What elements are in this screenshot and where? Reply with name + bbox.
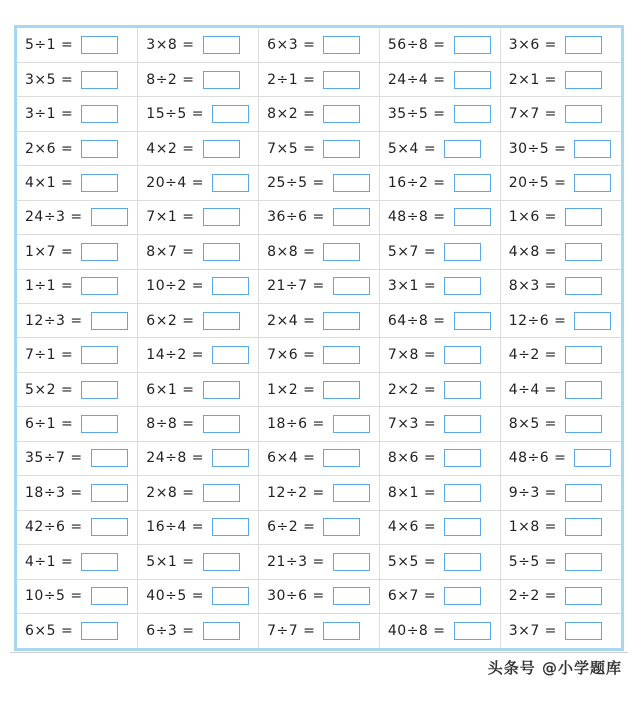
problem-expression: 8÷2 = <box>146 71 195 88</box>
problem-expression: 2÷2 = <box>508 588 557 605</box>
problem-cell <box>379 545 500 579</box>
problem-expression: 1×2 = <box>267 381 316 398</box>
problem-expression: 2×4 = <box>267 312 316 329</box>
problem-row <box>17 545 621 579</box>
answer-box[interactable] <box>333 484 370 502</box>
answer-box[interactable] <box>454 174 491 192</box>
answer-box[interactable] <box>323 312 360 330</box>
answer-box[interactable] <box>212 587 249 605</box>
problem-expression: 3×7 = <box>508 622 557 639</box>
problem-expression: 7÷7 = <box>267 622 316 639</box>
answer-box[interactable] <box>574 140 611 158</box>
problem-expression: 1×8 = <box>508 519 557 536</box>
problem-expression: 6×4 = <box>267 450 316 467</box>
answer-box[interactable] <box>444 415 481 433</box>
problem-cell <box>259 372 380 406</box>
problem-expression: 8÷8 = <box>146 416 195 433</box>
answer-box[interactable] <box>91 587 128 605</box>
answer-box[interactable] <box>323 622 360 640</box>
answer-box[interactable] <box>565 553 602 571</box>
problem-expression: 4÷4 = <box>508 381 557 398</box>
problem-row <box>17 338 621 372</box>
problem-cell <box>379 407 500 441</box>
answer-box[interactable] <box>81 243 118 261</box>
answer-box[interactable] <box>565 71 602 89</box>
problem-expression: 25÷5 = <box>267 174 325 191</box>
problem-expression: 10÷5 = <box>25 588 83 605</box>
problem-expression: 5×1 = <box>146 553 195 570</box>
problem-cell <box>17 545 138 579</box>
problem-cell <box>500 200 621 234</box>
answer-box[interactable] <box>81 105 118 123</box>
answer-box[interactable] <box>81 381 118 399</box>
problem-row <box>17 166 621 200</box>
problem-expression: 15÷5 = <box>146 106 204 123</box>
problem-expression: 4×6 = <box>387 519 437 536</box>
problem-expression: 4×1 = <box>25 174 74 191</box>
problem-cell <box>259 269 380 303</box>
problem-cell <box>379 131 500 165</box>
problem-row <box>17 97 621 131</box>
problem-expression: 8×6 = <box>387 450 437 467</box>
answer-box[interactable] <box>81 174 118 192</box>
problem-cell <box>379 338 500 372</box>
problem-expression: 6×3 = <box>267 36 316 53</box>
problem-row <box>17 28 621 62</box>
answer-box[interactable] <box>444 518 481 536</box>
problem-expression: 24÷8 = <box>146 450 204 467</box>
problem-cell <box>500 97 621 131</box>
answer-box[interactable] <box>333 174 370 192</box>
problem-cell <box>138 441 259 475</box>
answer-box[interactable] <box>91 484 128 502</box>
problem-expression: 5×7 = <box>387 243 437 260</box>
problem-cell <box>379 269 500 303</box>
problem-cell <box>379 28 500 62</box>
answer-box[interactable] <box>444 449 481 467</box>
problem-cell <box>379 200 500 234</box>
problem-expression: 6÷3 = <box>146 622 195 639</box>
answer-box[interactable] <box>333 277 370 295</box>
problem-cell <box>17 131 138 165</box>
problem-expression: 21÷3 = <box>267 553 325 570</box>
problem-cell <box>379 372 500 406</box>
answer-box[interactable] <box>323 381 360 399</box>
problem-cell <box>138 269 259 303</box>
problem-expression: 6×7 = <box>387 588 437 605</box>
problem-cell <box>138 200 259 234</box>
problem-expression: 24÷3 = <box>25 209 83 226</box>
answer-box[interactable] <box>203 243 240 261</box>
answer-box[interactable] <box>565 277 602 295</box>
answer-box[interactable] <box>91 518 128 536</box>
problem-expression: 12÷6 = <box>508 312 567 329</box>
problem-expression: 7×6 = <box>267 347 316 364</box>
problem-cell <box>17 304 138 338</box>
problem-cell <box>379 579 500 613</box>
answer-box[interactable] <box>212 174 249 192</box>
problem-cell <box>500 407 621 441</box>
problem-expression: 3×5 = <box>25 71 74 88</box>
answer-box[interactable] <box>565 622 602 640</box>
problem-cell <box>379 441 500 475</box>
answer-box[interactable] <box>323 346 360 364</box>
problem-cell <box>500 613 621 648</box>
problem-expression: 42÷6 = <box>25 519 83 536</box>
problem-expression: 5×5 = <box>387 553 437 570</box>
problem-expression: 48÷8 = <box>387 209 446 226</box>
answer-box[interactable] <box>323 140 360 158</box>
answer-box[interactable] <box>81 553 118 571</box>
problem-expression: 20÷4 = <box>146 174 204 191</box>
answer-box[interactable] <box>444 243 481 261</box>
problem-cell <box>17 338 138 372</box>
problem-cell <box>500 28 621 62</box>
answer-box[interactable] <box>203 71 240 89</box>
answer-box[interactable] <box>574 312 611 330</box>
problem-cell <box>379 62 500 96</box>
problem-cell <box>17 476 138 510</box>
answer-box[interactable] <box>203 484 240 502</box>
problem-cell <box>17 579 138 613</box>
problem-cell <box>500 441 621 475</box>
answer-box[interactable] <box>333 415 370 433</box>
answer-box[interactable] <box>444 553 481 571</box>
problem-row <box>17 510 621 544</box>
answer-box[interactable] <box>81 140 118 158</box>
problem-row <box>17 476 621 510</box>
problem-cell <box>379 304 500 338</box>
answer-box[interactable] <box>212 346 249 364</box>
answer-box[interactable] <box>565 381 602 399</box>
problem-cell <box>379 510 500 544</box>
answer-box[interactable] <box>454 312 491 330</box>
problem-cell <box>500 235 621 269</box>
problem-cell <box>17 269 138 303</box>
answer-box[interactable] <box>454 622 491 640</box>
problem-row <box>17 200 621 234</box>
problem-expression: 9÷3 = <box>508 484 557 501</box>
problem-expression: 4×8 = <box>508 243 557 260</box>
problem-expression: 6÷1 = <box>25 416 74 433</box>
answer-box[interactable] <box>565 36 602 54</box>
problem-expression: 20÷5 = <box>508 174 567 191</box>
answer-box[interactable] <box>565 484 602 502</box>
problem-expression: 4÷2 = <box>508 347 557 364</box>
answer-box[interactable] <box>444 140 481 158</box>
problem-expression: 40÷8 = <box>387 622 446 639</box>
problem-expression: 2×1 = <box>508 71 557 88</box>
problem-expression: 18÷6 = <box>267 416 325 433</box>
problem-cell <box>17 441 138 475</box>
problem-cell <box>138 407 259 441</box>
problem-cell <box>138 613 259 648</box>
answer-box[interactable] <box>81 415 118 433</box>
problem-expression: 6÷2 = <box>267 519 316 536</box>
problem-expression: 36÷6 = <box>267 209 325 226</box>
problem-cell <box>500 372 621 406</box>
problem-row <box>17 372 621 406</box>
answer-box[interactable] <box>574 174 611 192</box>
problem-expression: 18÷3 = <box>25 484 83 501</box>
answer-box[interactable] <box>565 346 602 364</box>
problem-cell <box>259 407 380 441</box>
problem-expression: 56÷8 = <box>387 36 446 53</box>
answer-box[interactable] <box>565 415 602 433</box>
answer-box[interactable] <box>565 208 602 226</box>
problem-expression: 3×1 = <box>387 278 437 295</box>
problem-cell <box>138 372 259 406</box>
answer-box[interactable] <box>565 518 602 536</box>
problem-cell <box>138 545 259 579</box>
answer-box[interactable] <box>81 36 118 54</box>
source-watermark: 头条号 @小学题库 <box>487 659 622 677</box>
answer-box[interactable] <box>203 415 240 433</box>
problem-cell <box>138 579 259 613</box>
problem-expression: 12÷3 = <box>25 312 83 329</box>
problem-cell <box>138 338 259 372</box>
answer-box[interactable] <box>91 449 128 467</box>
problem-expression: 1×6 = <box>508 209 557 226</box>
problem-expression: 3÷1 = <box>25 106 74 123</box>
problem-cell <box>17 62 138 96</box>
problem-cell <box>259 28 380 62</box>
problem-cell <box>259 545 380 579</box>
answer-box[interactable] <box>212 105 249 123</box>
problem-expression: 5×2 = <box>25 381 74 398</box>
answer-box[interactable] <box>444 484 481 502</box>
answer-box[interactable] <box>323 36 360 54</box>
answer-box[interactable] <box>323 449 360 467</box>
problem-cell <box>259 441 380 475</box>
problem-expression: 4÷1 = <box>25 553 74 570</box>
problem-row <box>17 131 621 165</box>
problem-cell <box>259 200 380 234</box>
problem-cell <box>500 62 621 96</box>
answer-box[interactable] <box>323 105 360 123</box>
problem-expression: 48÷6 = <box>508 450 567 467</box>
answer-box[interactable] <box>81 346 118 364</box>
answer-box[interactable] <box>444 346 481 364</box>
problem-cell <box>259 97 380 131</box>
problem-expression: 7×5 = <box>267 140 316 157</box>
problem-cell <box>500 579 621 613</box>
answer-box[interactable] <box>333 553 370 571</box>
problem-cell <box>500 545 621 579</box>
problem-row <box>17 269 621 303</box>
problem-cell <box>500 166 621 200</box>
problem-expression: 7×3 = <box>387 416 437 433</box>
problem-expression: 3×6 = <box>508 36 557 53</box>
answer-box[interactable] <box>565 105 602 123</box>
problem-table <box>17 28 621 648</box>
problem-cell <box>17 510 138 544</box>
problem-cell <box>17 613 138 648</box>
divider <box>10 652 628 653</box>
problem-cell <box>500 304 621 338</box>
problem-expression: 21÷7 = <box>267 278 325 295</box>
answer-box[interactable] <box>91 208 128 226</box>
problem-cell <box>138 510 259 544</box>
answer-box[interactable] <box>203 381 240 399</box>
problem-cell <box>379 235 500 269</box>
problem-cell <box>17 235 138 269</box>
problem-cell <box>259 510 380 544</box>
answer-box[interactable] <box>203 622 240 640</box>
answer-box[interactable] <box>91 312 128 330</box>
problem-cell <box>138 166 259 200</box>
problem-row <box>17 613 621 648</box>
answer-box[interactable] <box>203 36 240 54</box>
problem-expression: 12÷2 = <box>267 484 325 501</box>
problem-cell <box>259 579 380 613</box>
problem-cell <box>17 407 138 441</box>
problem-expression: 16÷4 = <box>146 519 204 536</box>
answer-box[interactable] <box>574 449 611 467</box>
problem-expression: 2×6 = <box>25 140 74 157</box>
problem-expression: 6×5 = <box>25 622 74 639</box>
problem-cell <box>17 166 138 200</box>
answer-box[interactable] <box>212 277 249 295</box>
problem-cell <box>259 166 380 200</box>
problem-expression: 8×8 = <box>267 243 316 260</box>
answer-box[interactable] <box>333 208 370 226</box>
problem-cell <box>379 476 500 510</box>
answer-box[interactable] <box>203 312 240 330</box>
problem-expression: 3×8 = <box>146 36 195 53</box>
problem-expression: 10÷2 = <box>146 278 204 295</box>
answer-box[interactable] <box>444 277 481 295</box>
problem-cell <box>500 131 621 165</box>
answer-box[interactable] <box>454 36 491 54</box>
answer-box[interactable] <box>203 208 240 226</box>
problem-expression: 30÷6 = <box>267 588 325 605</box>
problem-cell <box>500 476 621 510</box>
problem-expression: 35÷5 = <box>387 106 446 123</box>
problem-cell <box>138 235 259 269</box>
problem-expression: 8×1 = <box>387 484 437 501</box>
problem-expression: 4×2 = <box>146 140 195 157</box>
problem-expression: 8×7 = <box>146 243 195 260</box>
problem-cell <box>379 166 500 200</box>
problem-expression: 40÷5 = <box>146 588 204 605</box>
problem-cell <box>259 338 380 372</box>
problem-expression: 35÷7 = <box>25 450 83 467</box>
problem-cell <box>379 613 500 648</box>
problem-row <box>17 579 621 613</box>
answer-box[interactable] <box>333 587 370 605</box>
problem-expression: 1×7 = <box>25 243 74 260</box>
problem-expression: 6×1 = <box>146 381 195 398</box>
problem-expression: 5×4 = <box>387 140 437 157</box>
answer-box[interactable] <box>81 622 118 640</box>
problem-cell <box>259 62 380 96</box>
problem-cell <box>500 338 621 372</box>
answer-box[interactable] <box>444 381 481 399</box>
answer-box[interactable] <box>323 243 360 261</box>
problem-row <box>17 62 621 96</box>
answer-box[interactable] <box>454 208 491 226</box>
problem-row <box>17 304 621 338</box>
answer-box[interactable] <box>212 449 249 467</box>
problem-expression: 8×5 = <box>508 416 557 433</box>
problem-expression: 1÷1 = <box>25 278 74 295</box>
problem-expression: 7×8 = <box>387 347 437 364</box>
problem-cell <box>500 510 621 544</box>
problem-row <box>17 407 621 441</box>
problem-expression: 7÷1 = <box>25 347 74 364</box>
worksheet-frame <box>14 25 624 651</box>
problem-expression: 8×2 = <box>267 106 316 123</box>
problem-cell <box>259 304 380 338</box>
problem-cell <box>138 304 259 338</box>
problem-expression: 16÷2 = <box>387 174 446 191</box>
answer-box[interactable] <box>212 518 249 536</box>
answer-box[interactable] <box>454 105 491 123</box>
problem-cell <box>17 97 138 131</box>
problem-cell <box>259 235 380 269</box>
problem-cell <box>17 372 138 406</box>
answer-box[interactable] <box>565 243 602 261</box>
problem-cell <box>259 613 380 648</box>
problem-cell <box>138 28 259 62</box>
answer-box[interactable] <box>565 587 602 605</box>
answer-box[interactable] <box>203 553 240 571</box>
problem-expression: 14÷2 = <box>146 347 204 364</box>
answer-box[interactable] <box>444 587 481 605</box>
answer-box[interactable] <box>81 71 118 89</box>
problem-cell <box>138 476 259 510</box>
problem-expression: 30÷5 = <box>508 140 567 157</box>
answer-box[interactable] <box>203 140 240 158</box>
problem-expression: 8×3 = <box>508 278 557 295</box>
answer-box[interactable] <box>81 277 118 295</box>
problem-cell <box>17 200 138 234</box>
problem-cell <box>259 476 380 510</box>
answer-box[interactable] <box>323 518 360 536</box>
problem-cell <box>138 97 259 131</box>
problem-cell <box>379 97 500 131</box>
problem-expression: 5÷5 = <box>508 553 557 570</box>
problem-cell <box>138 62 259 96</box>
problem-expression: 7×1 = <box>146 209 195 226</box>
problem-cell <box>500 269 621 303</box>
problem-expression: 2÷1 = <box>267 71 316 88</box>
problem-row <box>17 441 621 475</box>
problem-cell <box>17 28 138 62</box>
problem-expression: 2×2 = <box>387 381 437 398</box>
problem-expression: 7×7 = <box>508 106 557 123</box>
problem-expression: 64÷8 = <box>387 312 446 329</box>
problem-cell <box>259 131 380 165</box>
problem-expression: 5÷1 = <box>25 36 74 53</box>
answer-box[interactable] <box>323 71 360 89</box>
problem-expression: 6×2 = <box>146 312 195 329</box>
problem-expression: 24÷4 = <box>387 71 446 88</box>
problem-row <box>17 235 621 269</box>
answer-box[interactable] <box>454 71 491 89</box>
problem-expression: 2×8 = <box>146 484 195 501</box>
problem-cell <box>138 131 259 165</box>
